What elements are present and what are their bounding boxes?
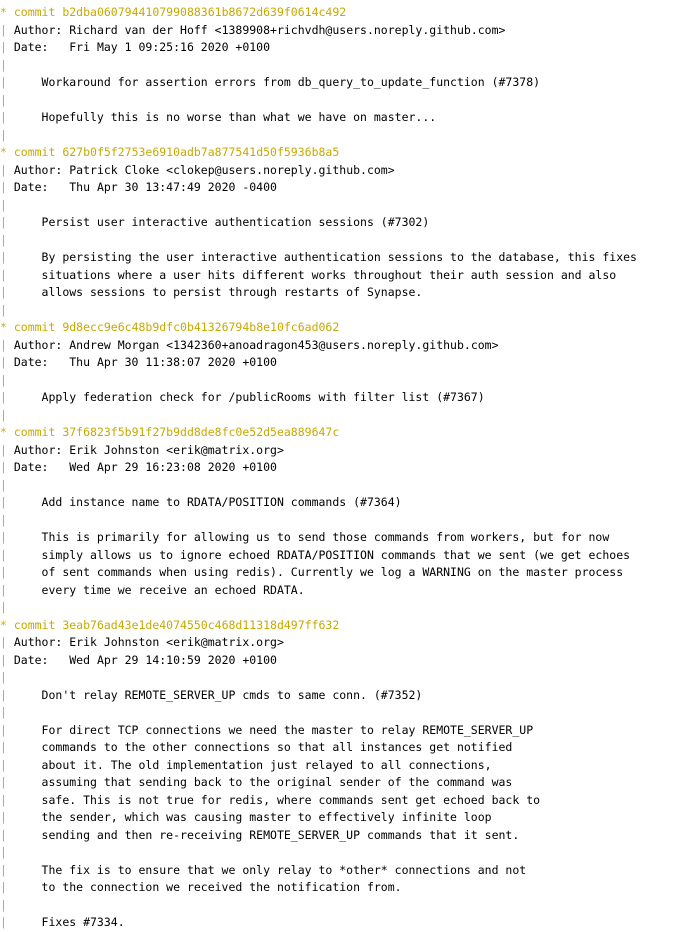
graph-line: | bbox=[0, 530, 42, 544]
spacer-line bbox=[0, 232, 692, 250]
commit-keyword: commit bbox=[13, 617, 63, 632]
commit-message bbox=[0, 267, 692, 285]
graph-line: | bbox=[0, 547, 42, 562]
commit-author-line bbox=[0, 634, 692, 652]
commit-message-line: The fix is to ensure that we only relay to *other* connections and not bbox=[41, 862, 527, 877]
spacer-line bbox=[0, 599, 692, 617]
commit-message-line: Fixes #7334. bbox=[41, 915, 125, 929]
commit-author: Author: Richard van der Hoff <1389908+richvdh@users.noreply.github.com> bbox=[13, 22, 506, 37]
graph-line: | bbox=[0, 337, 14, 352]
spacer-line bbox=[0, 844, 692, 862]
graph-line: | bbox=[0, 267, 42, 282]
commit-author: Author: Andrew Morgan <1342360+anoadragon453@users.noreply.github.com> bbox=[13, 337, 499, 352]
commit-hash: 627b0f5f2753e6910adb7a877541d50f5936b8a5 bbox=[62, 145, 340, 159]
graph-line: | bbox=[0, 705, 7, 719]
commit-date-line bbox=[0, 354, 692, 372]
graph-line: | bbox=[0, 232, 7, 247]
commit-message-line: Apply federation check for /publicRooms with filter list (#7367) bbox=[41, 390, 485, 404]
graph-line: | bbox=[0, 740, 42, 754]
graph-line: | bbox=[0, 722, 42, 737]
spacer-line bbox=[0, 372, 692, 390]
commit-message bbox=[0, 389, 692, 407]
commit-date: Date: Wed Apr 29 16:23:08 2020 +0100 bbox=[13, 460, 277, 474]
graph-line: | bbox=[0, 22, 14, 37]
commit-message bbox=[0, 862, 692, 880]
commit-date: Date: Fri May 1 09:25:16 2020 +0100 bbox=[13, 40, 271, 54]
commit-message-line: This is primarily for allowing us to send those commands from workers, but for now bbox=[41, 530, 610, 544]
commit-date-line bbox=[0, 459, 692, 477]
spacer-line bbox=[0, 704, 692, 722]
commit-message-line: about it. The old implementation just relayed to all connections, bbox=[41, 757, 492, 772]
graph-line: | bbox=[0, 127, 7, 142]
commit-message-line: situations where a user hits different works throughout their auth session and also bbox=[41, 267, 617, 282]
graph-line: | bbox=[0, 495, 42, 509]
commit-message-line: sending and then re-receiving REMOTE_SERVER_UP commands that it sent. bbox=[41, 827, 520, 842]
graph-line: | bbox=[0, 407, 7, 422]
commit-keyword: commit bbox=[13, 5, 63, 19]
graph-line: | bbox=[0, 162, 14, 177]
spacer-line bbox=[0, 897, 692, 915]
commit-message bbox=[0, 74, 692, 92]
commit-author: Author: Patrick Cloke <clokep@users.noreply.github.com> bbox=[13, 162, 395, 177]
graph-node: * bbox=[0, 617, 14, 632]
commit-header bbox=[0, 4, 692, 22]
commit-message-line: assuming that sending back to the original sender of the command was bbox=[41, 775, 513, 789]
graph-line: | bbox=[0, 915, 42, 929]
commit-message bbox=[0, 564, 692, 582]
graph-line: | bbox=[0, 180, 14, 194]
graph-line: | bbox=[0, 565, 42, 579]
graph-line: | bbox=[0, 757, 42, 772]
graph-line: | bbox=[0, 285, 42, 299]
commit-date: Date: Thu Apr 30 13:47:49 2020 -0400 bbox=[13, 180, 277, 194]
commit-message bbox=[0, 722, 692, 740]
commit-date: Date: Wed Apr 29 14:10:59 2020 +0100 bbox=[13, 652, 277, 667]
graph-line: | bbox=[0, 862, 42, 877]
commit-message-line: simply allows us to ignore echoed RDATA/POSITION commands that we sent (we get echoes bbox=[41, 547, 631, 562]
graph-line: | bbox=[0, 57, 7, 72]
commit-message bbox=[0, 774, 692, 792]
commit-message bbox=[0, 284, 692, 302]
spacer-line bbox=[0, 512, 692, 530]
graph-line: | bbox=[0, 355, 14, 369]
commit-hash: b2dba060794410799088361b8672d639f0614c492 bbox=[62, 5, 347, 19]
commit-author-line bbox=[0, 442, 692, 460]
commit-message bbox=[0, 249, 692, 267]
commit-message-line: safe. This is not true for redis, where commands sent get echoed back to bbox=[41, 792, 541, 807]
graph-line: | bbox=[0, 372, 7, 387]
graph-line: | bbox=[0, 40, 14, 54]
commit-message-line: Don't relay REMOTE_SERVER_UP cmds to same conn. (#7352) bbox=[41, 687, 423, 702]
graph-line: | bbox=[0, 442, 14, 457]
commit-message-line: For direct TCP connections we need the master to relay REMOTE_SERVER_UP bbox=[41, 722, 534, 737]
commit-message bbox=[0, 529, 692, 547]
commit-author-line bbox=[0, 337, 692, 355]
commit-message bbox=[0, 809, 692, 827]
commit-author-line bbox=[0, 22, 692, 40]
commit-author: Author: Erik Johnston <erik@matrix.org> bbox=[13, 635, 284, 649]
graph-node: * bbox=[0, 5, 14, 19]
commit-message bbox=[0, 827, 692, 845]
commit-message bbox=[0, 879, 692, 897]
graph-line: | bbox=[0, 670, 7, 684]
commit-message-line: commands to the other connections so that all instances get notified bbox=[41, 740, 513, 754]
commit-message-line: Add instance name to RDATA/POSITION commands (#7364) bbox=[41, 495, 402, 509]
graph-line: | bbox=[0, 460, 14, 474]
graph-line: | bbox=[0, 75, 42, 89]
commit-date-line bbox=[0, 652, 692, 670]
graph-line: | bbox=[0, 390, 42, 404]
graph-line: | bbox=[0, 582, 42, 597]
commit-author-line bbox=[0, 162, 692, 180]
graph-line: | bbox=[0, 792, 42, 807]
graph-line: | bbox=[0, 92, 7, 107]
commit-message-line: Hopefully this is no worse than what we have on master... bbox=[41, 110, 437, 124]
commit-message-line: allows sessions to persist through restarts of Synapse. bbox=[41, 285, 423, 299]
commit-message bbox=[0, 687, 692, 705]
commit-message bbox=[0, 214, 692, 232]
graph-node: * bbox=[0, 425, 14, 439]
graph-line: | bbox=[0, 477, 7, 492]
commit-message-line: Persist user interactive authentication sessions (#7302) bbox=[41, 215, 430, 229]
commit-message-line: of sent commands when using redis). Currently we log a WARNING on the master process bbox=[41, 565, 624, 579]
commit-hash: 3eab76ad43e1de4074550c468d11318d497ff632 bbox=[62, 617, 340, 632]
commit-keyword: commit bbox=[13, 145, 63, 159]
commit-keyword: commit bbox=[13, 320, 63, 334]
spacer-line bbox=[0, 127, 692, 145]
graph-node: * bbox=[0, 320, 14, 334]
commit-message-line: Workaround for assertion errors from db_query_to_update_function (#7378) bbox=[41, 75, 541, 89]
spacer-line bbox=[0, 477, 692, 495]
commit-header bbox=[0, 424, 692, 442]
commit-message bbox=[0, 109, 692, 127]
spacer-line bbox=[0, 669, 692, 687]
graph-line: | bbox=[0, 302, 7, 317]
commit-date-line bbox=[0, 39, 692, 57]
commit-header bbox=[0, 144, 692, 162]
commit-message bbox=[0, 494, 692, 512]
graph-line: | bbox=[0, 810, 42, 824]
commit-header bbox=[0, 617, 692, 635]
commit-message bbox=[0, 582, 692, 600]
graph-line: | bbox=[0, 775, 42, 789]
commit-message bbox=[0, 739, 692, 757]
commit-hash: 9d8ecc9e6c48b9dfc0b41326794b8e10fc6ad062 bbox=[62, 320, 340, 334]
commit-message bbox=[0, 792, 692, 810]
commit-author: Author: Erik Johnston <erik@matrix.org> bbox=[13, 442, 284, 457]
spacer-line bbox=[0, 57, 692, 75]
commit-message bbox=[0, 757, 692, 775]
graph-line: | bbox=[0, 687, 42, 702]
commit-keyword: commit bbox=[13, 425, 63, 439]
spacer-line bbox=[0, 302, 692, 320]
spacer-line bbox=[0, 407, 692, 425]
spacer-line bbox=[0, 197, 692, 215]
graph-node: * bbox=[0, 145, 14, 159]
graph-line: | bbox=[0, 215, 42, 229]
commit-message bbox=[0, 914, 692, 932]
graph-line: | bbox=[0, 250, 42, 264]
commit-hash: 37f6823f5b91f27b9dd8de8fc0e52d5ea889647c bbox=[62, 425, 340, 439]
commit-message-line: the sender, which was causing master to effectively infinite loop bbox=[41, 810, 492, 824]
commit-date-line bbox=[0, 179, 692, 197]
graph-line: | bbox=[0, 110, 42, 124]
commit-date: Date: Thu Apr 30 11:38:07 2020 +0100 bbox=[13, 355, 277, 369]
commit-message-line: By persisting the user interactive authentication sessions to the database, this fixes bbox=[41, 250, 637, 264]
spacer-line bbox=[0, 92, 692, 110]
graph-line: | bbox=[0, 600, 7, 614]
graph-line: | bbox=[0, 635, 14, 649]
commit-header bbox=[0, 319, 692, 337]
commit-message bbox=[0, 547, 692, 565]
commit-message-line: every time we receive an echoed RDATA. bbox=[41, 582, 305, 597]
graph-line: | bbox=[0, 845, 7, 859]
commit-message-line: to the connection we received the notification from. bbox=[41, 880, 402, 894]
graph-line: | bbox=[0, 652, 14, 667]
graph-line: | bbox=[0, 880, 42, 894]
graph-line: | bbox=[0, 827, 42, 842]
graph-line: | bbox=[0, 512, 7, 527]
graph-line: | bbox=[0, 197, 7, 212]
graph-line: | bbox=[0, 897, 7, 912]
